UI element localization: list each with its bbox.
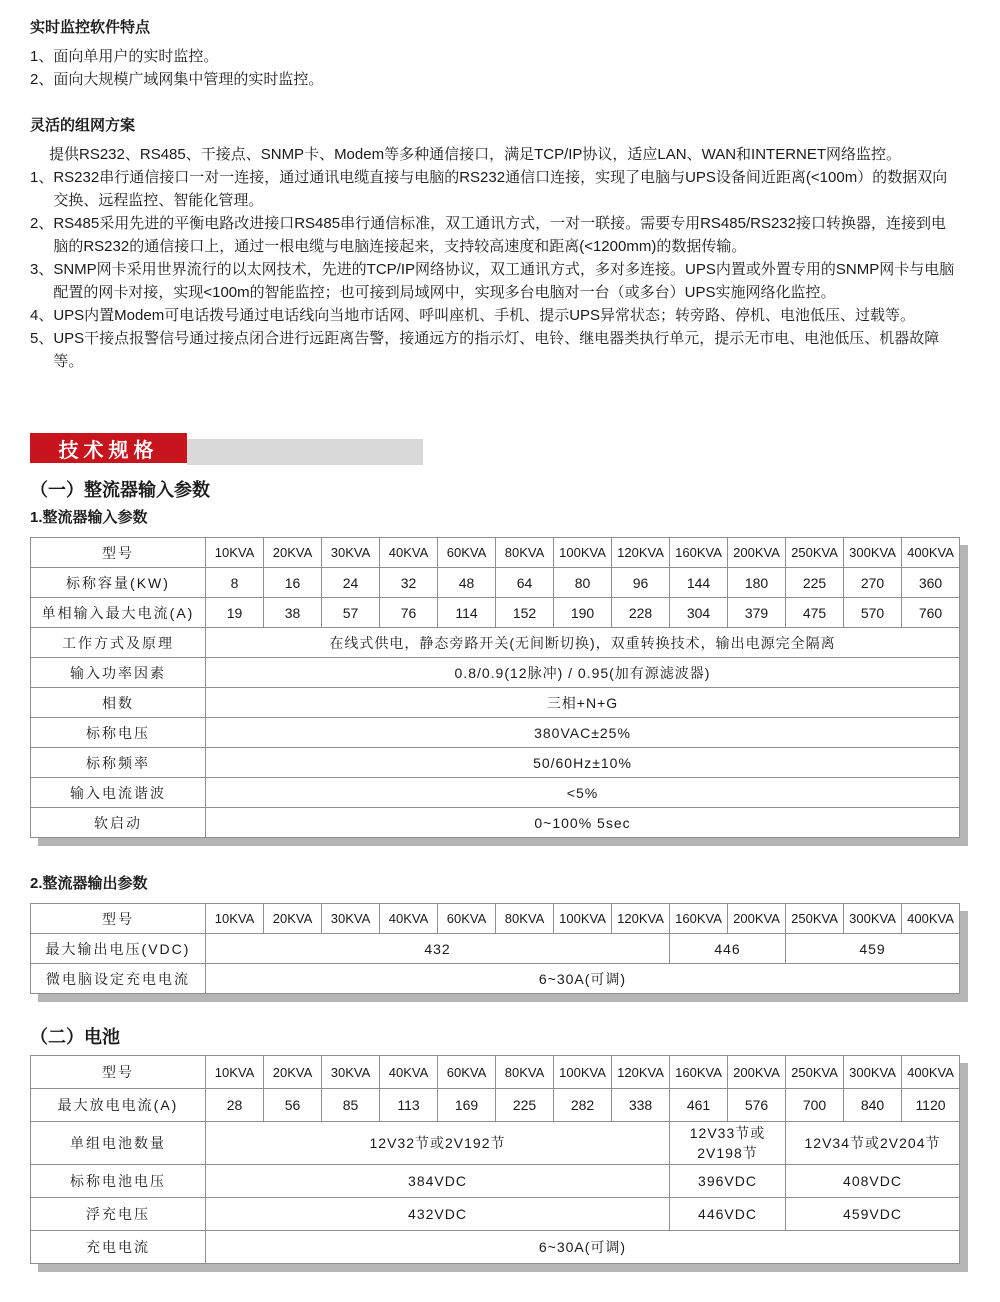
value-cell: 6~30A(可调) — [206, 1231, 960, 1264]
col-header-cell: 100KVA — [554, 1056, 612, 1089]
col-header-cell: 200KVA — [728, 904, 786, 934]
list-item-number: 1、 — [30, 169, 54, 186]
section1-subheading: 1.整流器输入参数 — [30, 509, 148, 526]
value-cell: 304 — [670, 598, 728, 628]
col-header-cell: 200KVA — [728, 538, 786, 568]
value-cell: 114 — [438, 598, 496, 628]
section2-subheading: 2.整流器输出参数 — [30, 875, 148, 892]
row-label-cell: 标称电池电压 — [31, 1165, 206, 1198]
table-header-row — [31, 538, 960, 568]
list-item-text: 面向大规模广域网集中管理的实时监控。 — [53, 71, 324, 88]
network-intro: 提供RS232、RS485、干接点、SNMP卡、Modem等多种通信接口，满足TCP/IP协议，适应LAN、WAN和INTERNET网络监控。 — [49, 146, 902, 163]
row-label-cell: 输入电流谐波 — [31, 778, 206, 808]
list-item-text: 面向单用户的实时监控。 — [53, 48, 219, 65]
list-item-number: 3、 — [30, 261, 54, 278]
value-cell: 1120 — [902, 1089, 960, 1122]
col-header-cell: 20KVA — [264, 538, 322, 568]
value-cell: 338 — [612, 1089, 670, 1122]
value-cell: 360 — [902, 568, 960, 598]
table-row — [31, 1231, 960, 1264]
rectifier-input-table — [30, 537, 960, 838]
value-cell: 76 — [380, 598, 438, 628]
list-item — [30, 45, 960, 68]
col-header-cell: 120KVA — [612, 1056, 670, 1089]
value-cell: 700 — [786, 1089, 844, 1122]
col-header-cell: 160KVA — [670, 904, 728, 934]
value-cell: 396VDC — [670, 1165, 786, 1198]
col-header-cell: 40KVA — [380, 538, 438, 568]
col-header-cell: 300KVA — [844, 1056, 902, 1089]
list-item-number: 1、 — [30, 48, 54, 65]
row-label-cell: 单组电池数量 — [31, 1122, 206, 1165]
list-item-number: 2、 — [30, 215, 54, 232]
value-cell: 8 — [206, 568, 264, 598]
value-cell: 113 — [380, 1089, 438, 1122]
value-cell: 379 — [728, 598, 786, 628]
col-header-cell: 250KVA — [786, 904, 844, 934]
value-cell: 475 — [786, 598, 844, 628]
col-header-cell: 10KVA — [206, 1056, 264, 1089]
col-header-cell: 300KVA — [844, 538, 902, 568]
row-label-cell: 型号 — [31, 538, 206, 568]
value-cell: 461 — [670, 1089, 728, 1122]
row-label-cell: 充电电流 — [31, 1231, 206, 1264]
network-list — [30, 166, 960, 373]
table-row — [31, 718, 960, 748]
col-header-cell: 250KVA — [786, 538, 844, 568]
table-row — [31, 964, 960, 994]
table-row — [31, 1122, 960, 1165]
row-label-cell: 软启动 — [31, 808, 206, 838]
col-header-cell: 60KVA — [438, 904, 496, 934]
value-cell: 28 — [206, 1089, 264, 1122]
value-cell: 19 — [206, 598, 264, 628]
col-header-cell: 100KVA — [554, 904, 612, 934]
col-header-cell: 40KVA — [380, 1056, 438, 1089]
section3-heading: （二）电池 — [30, 1027, 120, 1047]
col-header-cell: 160KVA — [670, 1056, 728, 1089]
value-cell: 228 — [612, 598, 670, 628]
features-list — [30, 45, 960, 91]
table-row — [31, 1198, 960, 1231]
col-header-cell: 20KVA — [264, 1056, 322, 1089]
value-cell: 840 — [844, 1089, 902, 1122]
row-label-cell: 浮充电压 — [31, 1198, 206, 1231]
features-section — [30, 18, 960, 91]
table-row — [31, 598, 960, 628]
list-item-text: UPS内置Modem可电话拨号通过电话线向当地市话网、呼叫座机、手机、提示UPS异常状态；转旁路、停机、电池低压、过载等。 — [53, 307, 916, 324]
value-cell: 446 — [670, 934, 786, 964]
rectifier-output-table — [30, 903, 960, 994]
features-title: 实时监控软件特点 — [30, 19, 151, 36]
rectifier-input-table-wrap — [30, 537, 960, 838]
value-cell: 85 — [322, 1089, 380, 1122]
row-label-cell: 型号 — [31, 904, 206, 934]
list-item — [30, 166, 960, 212]
col-header-cell: 30KVA — [322, 904, 380, 934]
value-cell: 56 — [264, 1089, 322, 1122]
table-row — [31, 658, 960, 688]
list-item-text: UPS干接点报警信号通过接点闭合进行远距离告警，接通远方的指示灯、电铃、继电器类执行单元，提示无市电、电池低压、机器故障等。 — [53, 330, 940, 370]
network-section — [30, 116, 960, 373]
table-row — [31, 1165, 960, 1198]
table-header-row — [31, 1056, 960, 1089]
value-cell: 48 — [438, 568, 496, 598]
col-header-cell: 10KVA — [206, 904, 264, 934]
value-cell: 50/60Hz±10% — [206, 748, 960, 778]
col-header-cell: 160KVA — [670, 538, 728, 568]
value-cell: 6~30A(可调) — [206, 964, 960, 994]
value-cell: 270 — [844, 568, 902, 598]
list-item-number: 4、 — [30, 307, 54, 324]
col-header-cell: 60KVA — [438, 538, 496, 568]
rectifier-output-table-wrap — [30, 903, 960, 994]
value-cell: 0.8/0.9(12脉冲) / 0.95(加有源滤波器) — [206, 658, 960, 688]
col-header-cell: 120KVA — [612, 538, 670, 568]
value-cell: 0~100% 5sec — [206, 808, 960, 838]
tech-spec-banner-gray-bar — [187, 439, 423, 465]
col-header-cell: 400KVA — [902, 904, 960, 934]
row-label-cell: 标称频率 — [31, 748, 206, 778]
value-cell: 38 — [264, 598, 322, 628]
row-label-cell: 标称容量(KW) — [31, 568, 206, 598]
list-item-text: RS232串行通信接口一对一连接，通过通讯电缆直接与电脑的RS232通信口连接，实现了电脑与UPS设备间近距离(<100m）的数据双向交换、远程监控、智能化管理。 — [53, 169, 948, 209]
table-row — [31, 778, 960, 808]
list-item — [30, 304, 960, 327]
value-cell: 225 — [496, 1089, 554, 1122]
row-label-cell: 标称电压 — [31, 718, 206, 748]
table-header-row — [31, 904, 960, 934]
value-cell: 432 — [206, 934, 670, 964]
value-cell: 24 — [322, 568, 380, 598]
battery-table — [30, 1055, 960, 1264]
list-item — [30, 68, 960, 91]
col-header-cell: 200KVA — [728, 1056, 786, 1089]
value-cell: 在线式供电，静态旁路开关(无间断切换)，双重转换技术，输出电源完全隔离 — [206, 628, 960, 658]
value-cell: 576 — [728, 1089, 786, 1122]
table-row — [31, 568, 960, 598]
value-cell: 380VAC±25% — [206, 718, 960, 748]
col-header-cell: 400KVA — [902, 1056, 960, 1089]
list-item-text: SNMP网卡采用世界流行的以太网技术，先进的TCP/IP网络协议，双工通讯方式，多对多连接。UPS内置或外置专用的SNMP网卡与电脑配置的网卡对接，实现<100m的智能监控；也可接到局域网中，实现多台电脑对一台（或多台）UPS实施网络化监控。 — [53, 261, 955, 301]
col-header-cell: 80KVA — [496, 538, 554, 568]
col-header-cell: 100KVA — [554, 538, 612, 568]
table-row — [31, 688, 960, 718]
tech-spec-banner-red — [30, 433, 187, 463]
row-label-cell: 相数 — [31, 688, 206, 718]
network-title: 灵活的组网方案 — [30, 117, 136, 134]
value-cell: 446VDC — [670, 1198, 786, 1231]
col-header-cell: 250KVA — [786, 1056, 844, 1089]
value-cell: 459 — [786, 934, 960, 964]
value-cell: 32 — [380, 568, 438, 598]
table-row — [31, 748, 960, 778]
col-header-cell: 10KVA — [206, 538, 264, 568]
table-row — [31, 628, 960, 658]
value-cell: 12V32节或2V192节 — [206, 1122, 670, 1165]
col-header-cell: 20KVA — [264, 904, 322, 934]
value-cell: 282 — [554, 1089, 612, 1122]
table-row — [31, 808, 960, 838]
tech-spec-banner-title: 技术规格 — [58, 439, 159, 462]
row-label-cell: 最大放电电流(A) — [31, 1089, 206, 1122]
value-cell: 190 — [554, 598, 612, 628]
value-cell: 408VDC — [786, 1165, 960, 1198]
col-header-cell: 300KVA — [844, 904, 902, 934]
value-cell: 384VDC — [206, 1165, 670, 1198]
list-item — [30, 327, 960, 373]
col-header-cell: 30KVA — [322, 1056, 380, 1089]
list-item — [30, 212, 960, 258]
list-item — [30, 258, 960, 304]
row-label-cell: 最大输出电压(VDC) — [31, 934, 206, 964]
value-cell: 12V33节或2V198节 — [670, 1122, 786, 1165]
col-header-cell: 400KVA — [902, 538, 960, 568]
list-item-number: 2、 — [30, 71, 54, 88]
section1-heading: （一）整流器输入参数 — [30, 480, 210, 500]
row-label-cell: 单相输入最大电流(A) — [31, 598, 206, 628]
value-cell: 96 — [612, 568, 670, 598]
row-label-cell: 型号 — [31, 1056, 206, 1089]
value-cell: 80 — [554, 568, 612, 598]
battery-table-wrap — [30, 1055, 960, 1264]
col-header-cell: 80KVA — [496, 1056, 554, 1089]
row-label-cell: 工作方式及原理 — [31, 628, 206, 658]
col-header-cell: 60KVA — [438, 1056, 496, 1089]
row-label-cell: 微电脑设定充电电流 — [31, 964, 206, 994]
value-cell: 432VDC — [206, 1198, 670, 1231]
value-cell: 12V34节或2V204节 — [786, 1122, 960, 1165]
list-item-number: 5、 — [30, 330, 54, 347]
value-cell: 760 — [902, 598, 960, 628]
value-cell: 570 — [844, 598, 902, 628]
value-cell: 144 — [670, 568, 728, 598]
row-label-cell: 输入功率因素 — [31, 658, 206, 688]
value-cell: 57 — [322, 598, 380, 628]
value-cell: 152 — [496, 598, 554, 628]
value-cell: 三相+N+G — [206, 688, 960, 718]
value-cell: 64 — [496, 568, 554, 598]
col-header-cell: 80KVA — [496, 904, 554, 934]
tech-spec-banner — [30, 433, 430, 465]
table-row — [31, 934, 960, 964]
value-cell: 16 — [264, 568, 322, 598]
value-cell: <5% — [206, 778, 960, 808]
col-header-cell: 40KVA — [380, 904, 438, 934]
value-cell: 180 — [728, 568, 786, 598]
list-item-text: RS485采用先进的平衡电路改进接口RS485串行通信标准，双工通讯方式，一对一联接。需要专用RS485/RS232接口转换器，连接到电脑的RS232的通信接口上，通过一根电缆与电脑连接起来，支持较高速度和距离(<1200mm)的数据传输。 — [53, 215, 946, 255]
value-cell: 169 — [438, 1089, 496, 1122]
table-row — [31, 1089, 960, 1122]
value-cell: 459VDC — [786, 1198, 960, 1231]
col-header-cell: 30KVA — [322, 538, 380, 568]
value-cell: 225 — [786, 568, 844, 598]
col-header-cell: 120KVA — [612, 904, 670, 934]
